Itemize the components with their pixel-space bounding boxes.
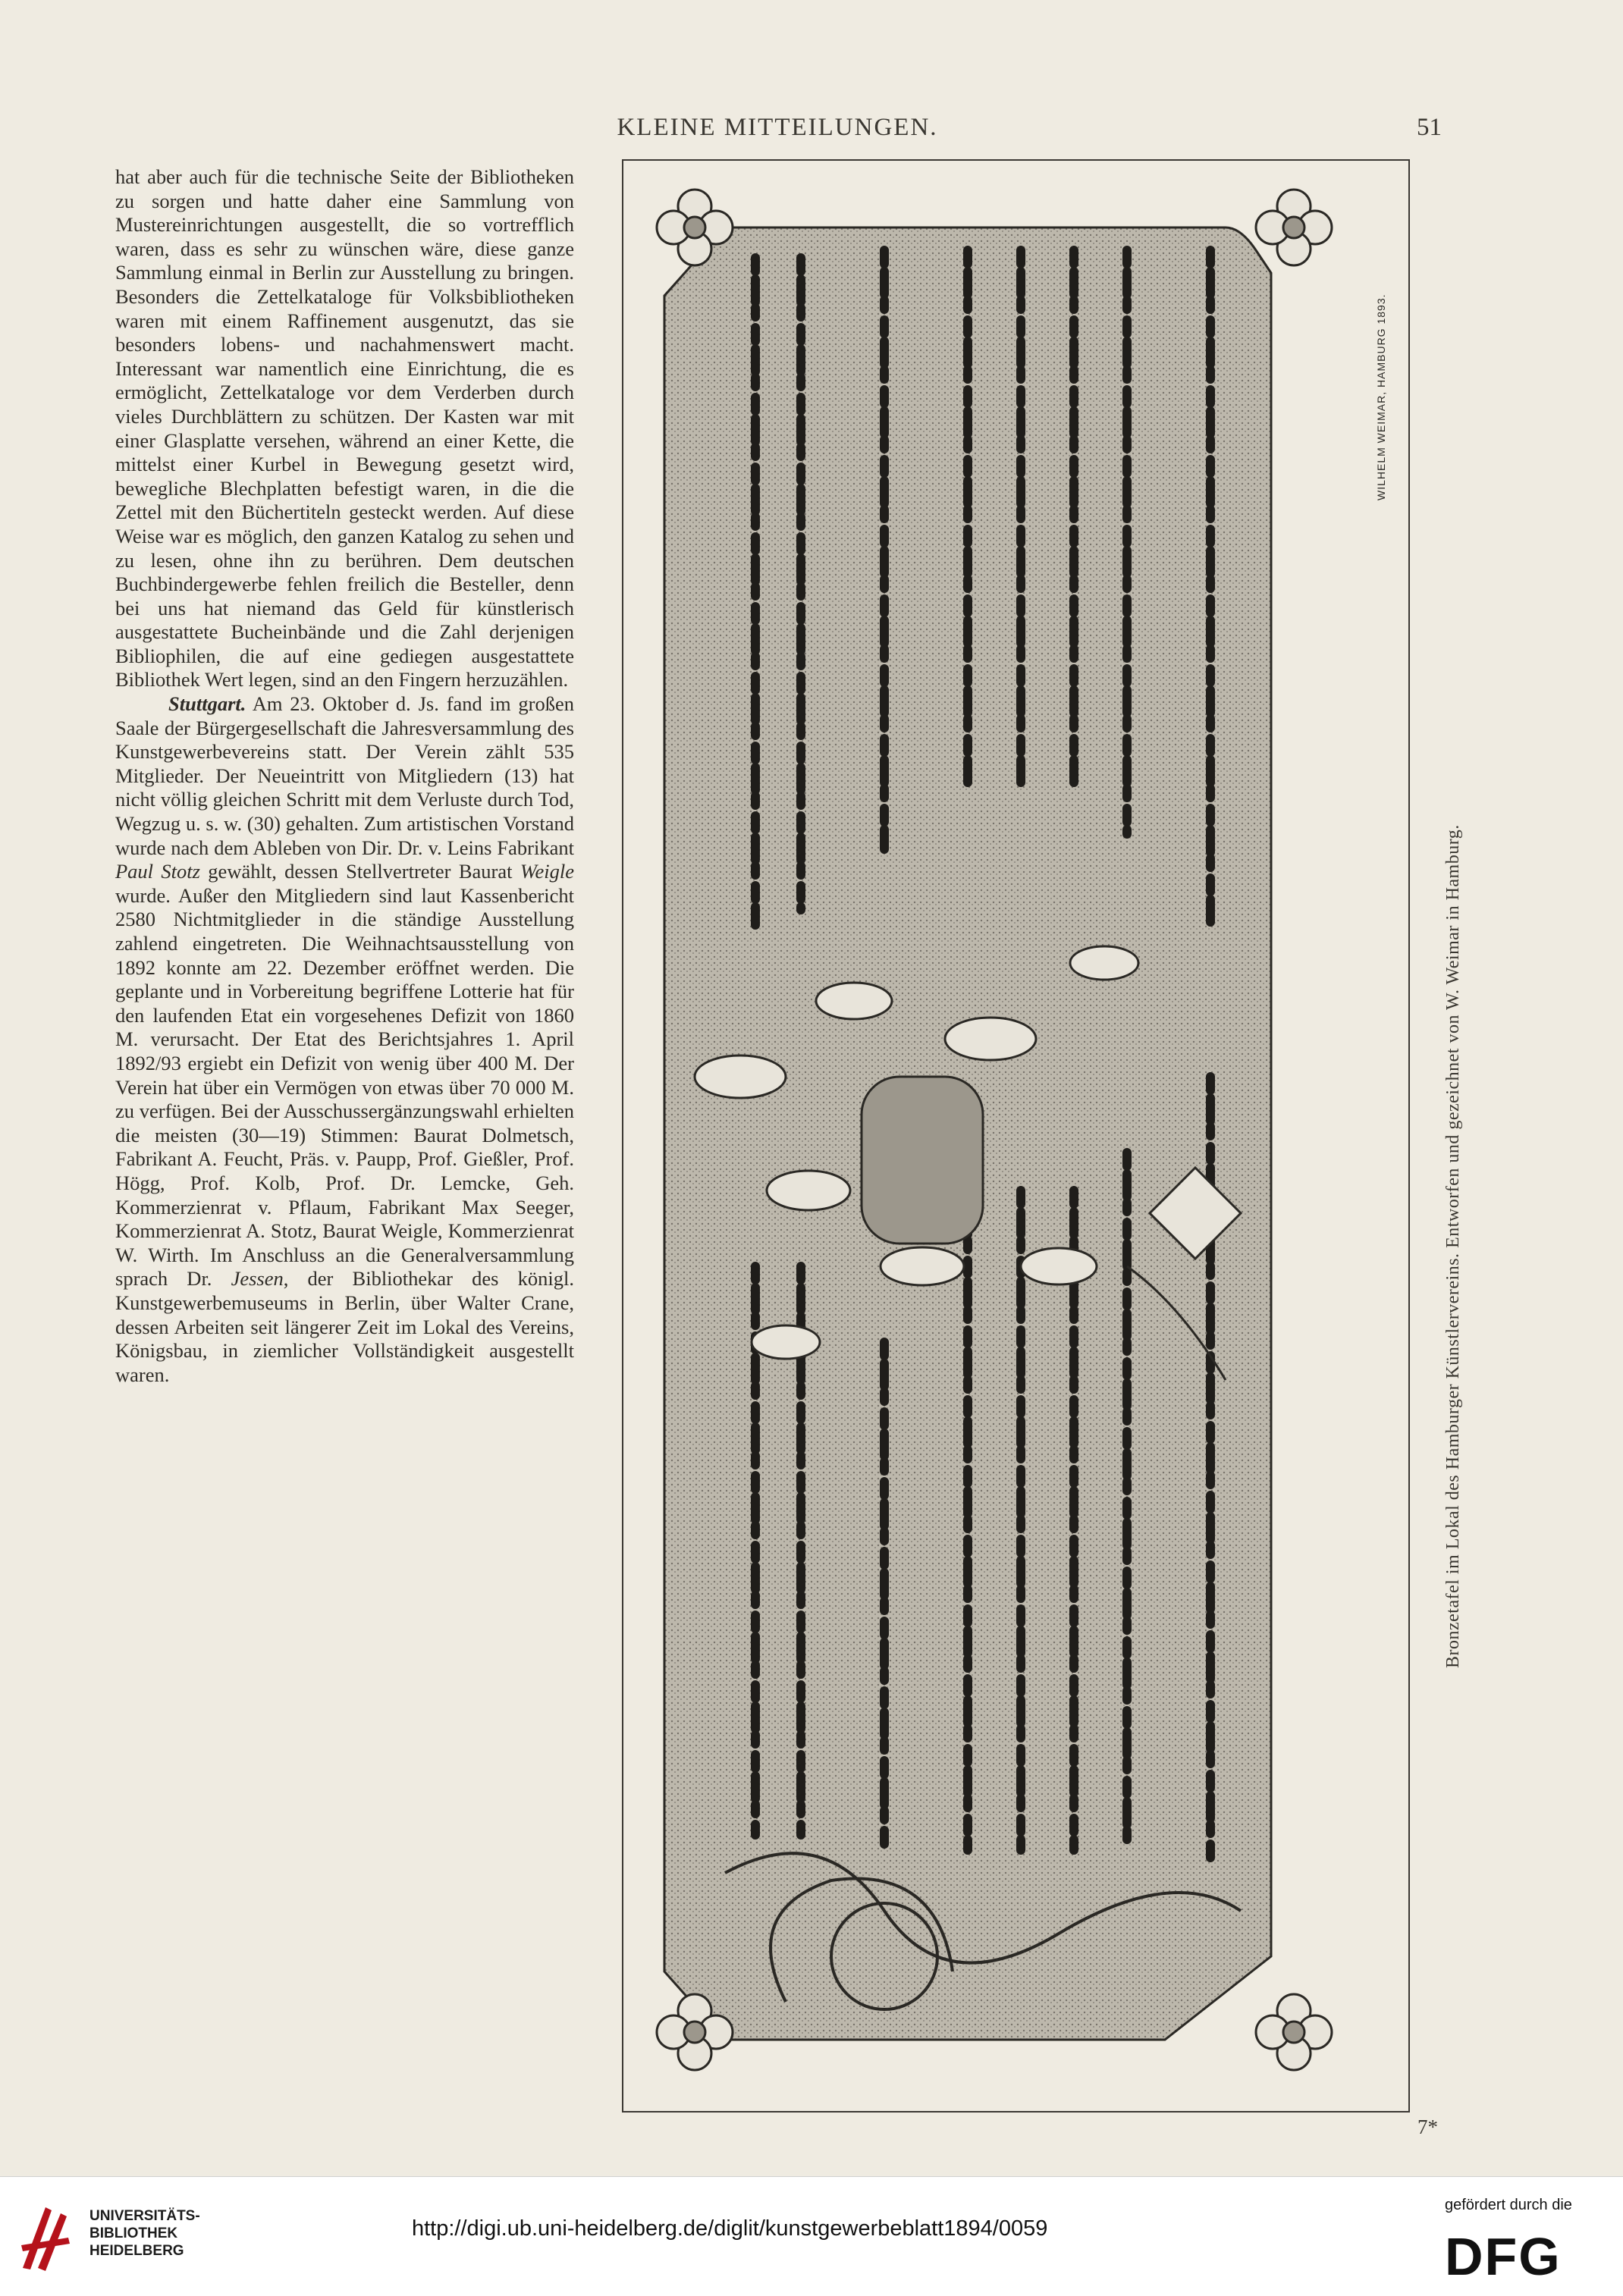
paragraph-bibliotheken: hat aber auch für die technische Seite der Bibliotheken zu sorgen und hatte daher eine Sammlung von Mustereinrichtungen ausgestellt, die so vortrefflich waren, dass es sehr zu wünschen wäre, diese ganze Sammlung einmal in Berlin zur Ausstellung zu bringen. Besonders die Zettelkataloge für Volksbibliotheken waren mit einem Raffinement ausgenutzt, das sie besonders lobens- und nachahmenswert macht. Interessant war namentlich eine Einrichtung, die es ermöglicht, Zettelkataloge vor dem Verderben durch vieles Durchblättern zu schützen. Der Kasten war mit einer Glasplatte versehen, während an einer Kette, die mittelst einer Kurbel in Bewegung gesetzt wird, bewegliche Blechplatten befestigt waren, in die die Zettel mit den Büchertiteln gesteckt werden. Auf diese Weise war es möglich, den ganzen Katalog zu sehen und zu lesen, ohne ihn zu berühren. Dem deutschen Buchbindergewerbe fehlen freilich die Besteller, denn bei uns hat niemand das Geld für künstlerisch ausgestattete Bucheinbände und die Zahl derjenigen Bibliophilen, die auf eine gediegen ausgestattete Bibliothek Wert legen, sind an den Fingern herzuzählen.	[115, 165, 574, 692]
text-run: Am 23. Oktober d. Js. fand im großen Saale der Bürgergesellschaft die Jahresversammlung des Kunstgewerbevereins statt. Der Verein zählt 535 Mitglieder. Der Neueintritt von Mitgliedern (13) hat nicht völlig gleichen Schritt mit dem Verluste durch Tod, Wegzug u. s. w. (30) gehalten. Zum artistischen Vorstand wurde nach dem Ableben von Dir. Dr. v. Leins Fabrikant	[115, 692, 574, 859]
text-run: wurde. Außer den Mitgliedern sind laut Kassenbericht 2580 Nichtmitglieder in die ständige Ausstellung zahlend eingetreten. Die Weihnachtsausstellung von 1892 konnte am 22. Dezember eröffnet werden. Die geplante und in Vorbereitung begriffene Lotterie hat für den laufenden Etat ein vorgesehenes Defizit von 1860 M. verursacht. Der Etat des Berichtsjahres 1. April 1892/93 ergiebt ein Defizit von wenig über 400 M. Der Verein hat über ein Vermögen von etwas über 70 000 M. zu verfügen. Bei der Ausschussergänzungswahl erhielten die meisten (30—19) Stimmen: Baurat Dolmetsch, Fabrikant A. Feucht, Präs. v. Paupp, Prof. Gießler, Prof. Högg, Prof. Kolb, Prof. Dr. Lemcke, Geh. Kommerzienrat v. Pflaum, Fabrikant Max Seeger, Kommerzienrat A. Stotz, Baurat Weigle, Kommerzienrat W. Wirth. Im Anschluss an die Generalversammlung sprach Dr.	[115, 883, 574, 1291]
permalink-url[interactable]: http://digi.ub.uni-heidelberg.de/diglit/kunstgewerbeblatt1894/0059	[412, 2216, 1048, 2241]
dfg-logo: DFG	[1445, 2227, 1562, 2286]
plate-caption: Bronzetafel im Lokal des Hamburger Künstlervereins. Entworfen und gezeichnet von W. Weimar in Hamburg.	[1443, 824, 1463, 1668]
page-number: 51	[1417, 114, 1442, 141]
running-head: KLEINE MITTEILUNGEN.	[617, 114, 938, 141]
footer-bar	[0, 2176, 1623, 2296]
text-run: , der Bibliothekar des königl. Kunstgewerbemuseums in Berlin, über Walter Crane, dessen Arbeiten seit längerer Zeit im Lokal des Vereins, Königsbau, in ziemlicher Vollständigkeit ausgestellt waren.	[115, 1267, 574, 1386]
person-name: Paul Stotz	[115, 860, 200, 883]
university-library-logo-icon	[15, 2200, 80, 2276]
library-name-line: UNIVERSITÄTS-	[89, 2208, 200, 2224]
bronze-plate-illustration	[634, 167, 1411, 2108]
library-name	[89, 2207, 200, 2260]
person-name: Weigle	[520, 860, 575, 883]
funding-label: gefördert durch die	[1445, 2197, 1572, 2213]
artist-signature: WILHELM WEIMAR, HAMBURG 1893.	[1375, 293, 1387, 500]
city-heading: Stuttgart.	[168, 692, 246, 716]
library-name-line: HEIDELBERG	[89, 2243, 184, 2259]
paragraph-stuttgart	[115, 692, 574, 1387]
person-name: Jessen	[231, 1267, 284, 1291]
text-run: gewählt, dessen Stellvertreter Baurat	[199, 860, 520, 883]
printer-signature-mark: 7*	[1417, 2116, 1438, 2138]
article-text-column	[115, 165, 574, 1387]
library-name-line: BIBLIOTHEK	[89, 2225, 178, 2241]
